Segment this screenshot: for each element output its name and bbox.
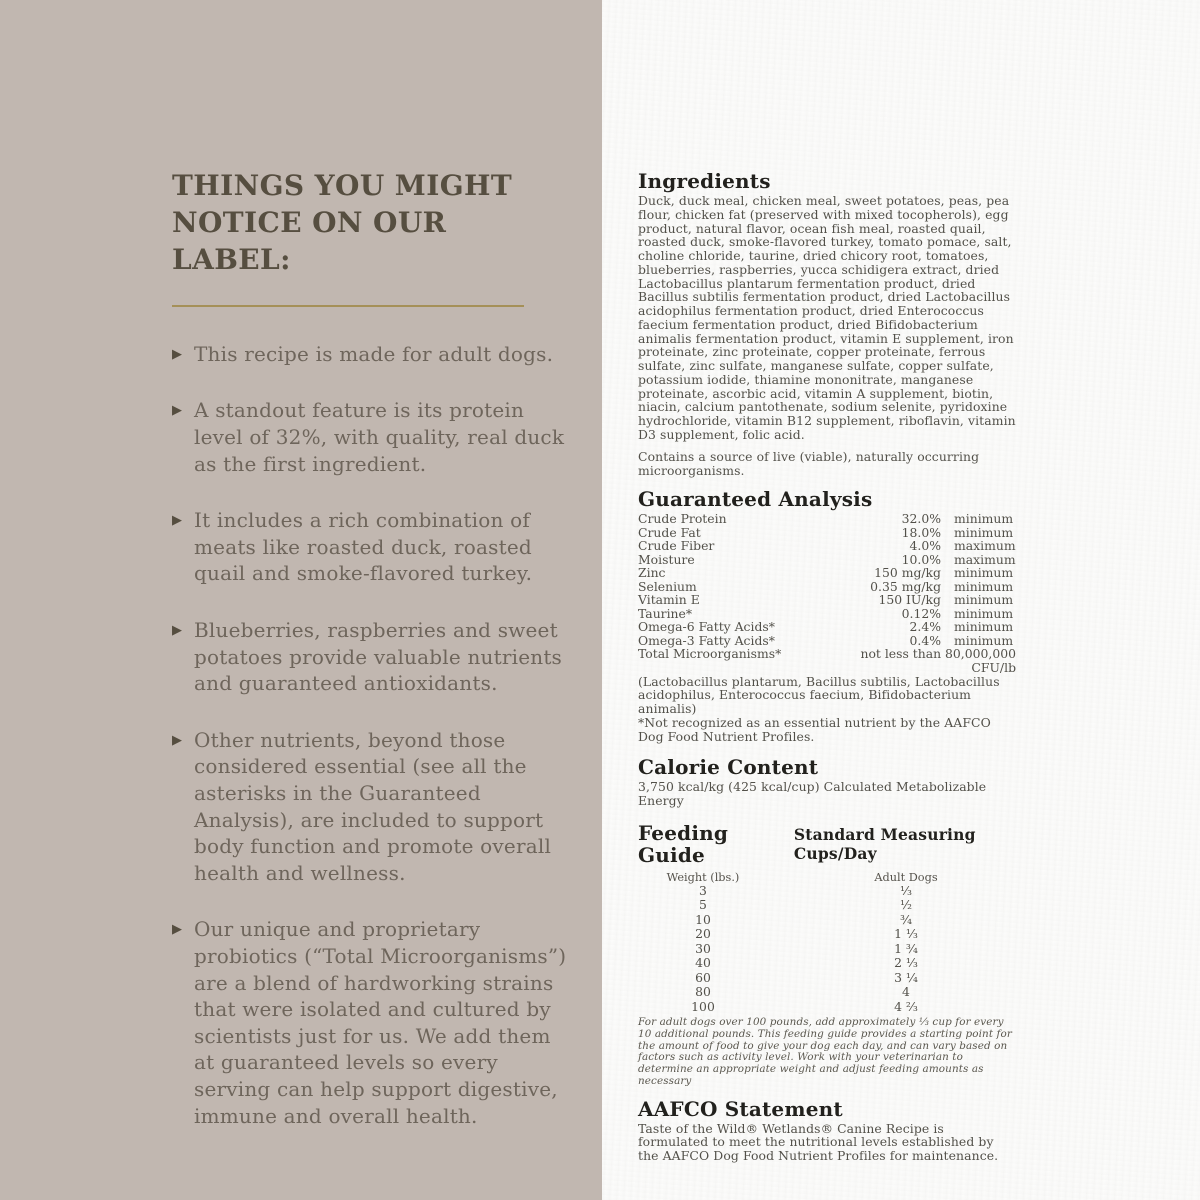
nutrient-qualifier: minimum bbox=[954, 578, 1014, 594]
nutrient-label: Vitamin E bbox=[638, 592, 700, 608]
asterisk-footnote: *Not recognized as an essential nutrient by the AAFCO Dog Food Nutrient Profiles. bbox=[638, 714, 991, 744]
triangle-bullet-icon: ▶ bbox=[172, 403, 182, 419]
nutrient-label: Omega-6 Fatty Acids* bbox=[638, 619, 775, 635]
table-row bbox=[638, 913, 1016, 928]
cups-value: 4 bbox=[902, 984, 910, 1000]
triangle-bullet-icon: ▶ bbox=[172, 623, 182, 639]
nutrient-label: Omega-3 Fatty Acids* bbox=[638, 632, 775, 648]
bullet-text: Blueberries, raspberries and sweet potatoes provide valuable nutrients and guaranteed antioxidants. bbox=[194, 618, 563, 696]
weight-value: 60 bbox=[695, 969, 711, 985]
bullet-text: It includes a rich combination of meats like roasted duck, roasted quail and smoke-flavored turkey. bbox=[194, 508, 533, 586]
table-row bbox=[638, 526, 1016, 540]
nutrient-qualifier: minimum bbox=[954, 632, 1014, 648]
nutrient-value: 18.0% bbox=[901, 524, 941, 540]
weight-value: 20 bbox=[695, 926, 711, 942]
nutrient-qualifier: maximum bbox=[954, 551, 1016, 567]
table-row bbox=[638, 971, 1016, 986]
total-microorganisms-row bbox=[638, 647, 1016, 674]
nutrient-value: 150 IU/kg bbox=[878, 592, 941, 608]
bullet-text: A standout feature is its protein level of 32%, with quality, real duck as the first ingredient. bbox=[194, 398, 565, 476]
nutrient-value: 4.0% bbox=[909, 538, 941, 554]
bullet-text: Other nutrients, beyond those considered essential (see all the asterisks in the Guaranteed Analysis), are included to support body function and promote overall health and wellness. bbox=[194, 727, 552, 885]
list-item bbox=[172, 507, 574, 587]
weight-value: 80 bbox=[695, 984, 711, 1000]
feeding-guide-footnote: For adult dogs over 100 pounds, add approximately ⅓ cup for every 10 additional pounds. This feeding guide provides a starting point for the amount of food to give your dog each day, and can vary based on factors such as activity level. Work with your veterinarian to determine an appropriate weight and adjust feeding amounts as necessary bbox=[638, 1016, 1012, 1087]
table-row bbox=[638, 942, 1016, 957]
weight-value: 5 bbox=[699, 897, 707, 913]
nutrient-qualifier: minimum bbox=[954, 619, 1014, 635]
feeding-guide-header-row bbox=[638, 822, 1016, 868]
nutrient-qualifier: maximum bbox=[954, 538, 1016, 554]
cups-value: 1 ⅓ bbox=[894, 926, 918, 942]
adult-dogs-column-header: Adult Dogs bbox=[874, 870, 938, 884]
nutrient-label: Moisture bbox=[638, 551, 695, 567]
list-item bbox=[172, 617, 574, 697]
panel-title-line1: THINGS YOU MIGHT bbox=[172, 169, 513, 202]
guaranteed-analysis-heading: Guaranteed Analysis bbox=[638, 487, 873, 512]
probiotic-strains-detail: (Lactobacillus plantarum, Bacillus subtilis, Lactobacillus acidophilus, Enterococcus faecium, Bifidobacterium animalis) bbox=[638, 673, 1000, 717]
triangle-bullet-icon: ▶ bbox=[172, 922, 182, 938]
table-row bbox=[638, 566, 1016, 580]
table-row bbox=[638, 512, 1016, 526]
table-row bbox=[638, 985, 1016, 1000]
aafco-statement-text: Taste of the Wild® Wetlands® Canine Recipe is formulated to meet the nutritional levels established by the AAFCO Dog Food Nutrient Profiles for maintenance. bbox=[638, 1120, 999, 1164]
nutrient-label: Taurine* bbox=[638, 605, 693, 621]
calorie-content-section bbox=[638, 756, 1016, 808]
table-row bbox=[638, 884, 1016, 899]
guaranteed-analysis-table bbox=[638, 512, 1016, 674]
cups-value: 4 ⅔ bbox=[894, 998, 918, 1014]
triangle-bullet-icon: ▶ bbox=[172, 732, 182, 748]
nutrient-value: not less than 80,000,000 CFU/lb bbox=[860, 646, 1016, 675]
nutrient-value: 0.12% bbox=[901, 605, 941, 621]
table-row bbox=[638, 620, 1016, 634]
table-row bbox=[638, 607, 1016, 621]
table-row bbox=[638, 1000, 1016, 1015]
cups-value: ¾ bbox=[899, 911, 912, 927]
measuring-cups-subheading: Standard Measuring Cups/Day bbox=[793, 824, 976, 863]
aafco-statement-section bbox=[638, 1098, 1016, 1163]
feeding-guide-section bbox=[638, 822, 1016, 1087]
nutrient-label: Crude Protein bbox=[638, 511, 727, 527]
weight-column-header: Weight (lbs.) bbox=[666, 870, 740, 884]
ingredients-heading: Ingredients bbox=[638, 169, 771, 193]
nutrient-label: Total Microorganisms* bbox=[638, 646, 782, 662]
weight-value: 30 bbox=[695, 940, 711, 956]
live-microorganisms-note: Contains a source of live (viable), naturally occurring microorganisms. bbox=[638, 448, 980, 478]
table-row bbox=[638, 580, 1016, 594]
calorie-content-text: 3,750 kcal/kg (425 kcal/cup) Calculated Metabolizable Energy bbox=[638, 779, 987, 809]
guaranteed-analysis-section bbox=[638, 488, 1016, 743]
weight-value: 10 bbox=[695, 911, 711, 927]
cups-value: 2 ⅓ bbox=[894, 955, 918, 971]
table-row bbox=[638, 927, 1016, 942]
feeding-guide-table bbox=[638, 884, 1016, 1015]
bullet-text: This recipe is made for adult dogs. bbox=[194, 341, 554, 366]
cups-value: ⅓ bbox=[899, 882, 912, 898]
table-row bbox=[638, 539, 1016, 553]
cups-value: 1 ¾ bbox=[894, 940, 918, 956]
ingredients-section bbox=[638, 170, 1016, 477]
label-content bbox=[638, 170, 1016, 1163]
nutrient-qualifier: minimum bbox=[954, 524, 1014, 540]
nutrient-value: 150 mg/kg bbox=[874, 565, 941, 581]
nutrient-value: 0.35 mg/kg bbox=[870, 578, 941, 594]
nutrient-label: Crude Fiber bbox=[638, 538, 715, 554]
list-item bbox=[172, 916, 574, 1129]
table-row bbox=[638, 898, 1016, 913]
feeding-guide-column-headers bbox=[638, 871, 1016, 884]
bullet-text: Our unique and proprietary probiotics (“Total Microorganisms”) are a blend of hardworking strains that were isolated and cultured by scientists just for us. We add them at guaranteed levels so every serving can help support digestive, immune and overall health. bbox=[194, 917, 567, 1128]
nutrient-qualifier: minimum bbox=[954, 605, 1014, 621]
table-row bbox=[638, 553, 1016, 567]
nutrient-value: 10.0% bbox=[901, 551, 941, 567]
list-item bbox=[172, 727, 574, 887]
table-row bbox=[638, 956, 1016, 971]
nutrient-value: 2.4% bbox=[909, 619, 941, 635]
things-to-notice-content bbox=[172, 168, 574, 1159]
nutrient-label: Selenium bbox=[638, 578, 697, 594]
panel-title-line2: NOTICE ON OUR LABEL: bbox=[172, 205, 447, 276]
nutrient-qualifier: minimum bbox=[954, 592, 1014, 608]
weight-value: 40 bbox=[695, 955, 711, 971]
nutrient-label: Zinc bbox=[638, 565, 666, 581]
bullet-list bbox=[172, 341, 574, 1129]
table-row bbox=[638, 634, 1016, 648]
triangle-bullet-icon: ▶ bbox=[172, 513, 182, 529]
ingredients-text: Duck, duck meal, chicken meal, sweet potatoes, peas, pea flour, chicken fat (preserved with mixed tocopherols), egg product, natural flavor, ocean fish meal, roasted quail, roasted duck, smoke-flavored turkey, tomato pomace, salt, choline chloride, taurine, dried chicory root, tomatoes, blueberries, raspberries, yucca schidigera extract, dried Lactobacillus plantarum fermentation product, dried Bacillus subtilis fermentation product, dried Lactobacillus acidophilus fermentation product, dried Enterococcus faecium fermentation product, dried Bifidobacterium animalis fermentation product, vitamin E supplement, iron proteinate, zinc proteinate, copper proteinate, ferrous sulfate, zinc sulfate, manganese sulfate, copper sulfate, potassium iodide, thiamine mononitrate, manganese proteinate, ascorbic acid, vitamin A supplement, biotin, niacin, calcium pantothenate, sodium selenite, pyridoxine hydrochloride, vitamin B12 supplement, riboflavin, vitamin D3 supplement, folic acid. bbox=[638, 193, 1016, 443]
panel-title bbox=[172, 168, 574, 279]
nutrient-label: Crude Fat bbox=[638, 524, 701, 540]
calorie-content-heading: Calorie Content bbox=[638, 755, 819, 780]
nutrient-qualifier: minimum bbox=[954, 565, 1014, 581]
nutrient-qualifier: minimum bbox=[954, 511, 1014, 527]
list-item bbox=[172, 341, 574, 368]
cups-value: 3 ¼ bbox=[894, 969, 918, 985]
feeding-guide-heading: Feeding Guide bbox=[638, 820, 729, 867]
triangle-bullet-icon: ▶ bbox=[172, 346, 182, 362]
cups-value: ½ bbox=[899, 897, 912, 913]
weight-value: 3 bbox=[699, 882, 707, 898]
aafco-statement-heading: AAFCO Statement bbox=[638, 1096, 843, 1121]
gold-divider bbox=[172, 305, 524, 307]
list-item bbox=[172, 397, 574, 477]
weight-value: 100 bbox=[691, 998, 715, 1014]
product-label-panel bbox=[602, 0, 1200, 1200]
table-row bbox=[638, 593, 1016, 607]
nutrient-value: 32.0% bbox=[901, 511, 941, 527]
nutrient-value: 0.4% bbox=[909, 632, 941, 648]
